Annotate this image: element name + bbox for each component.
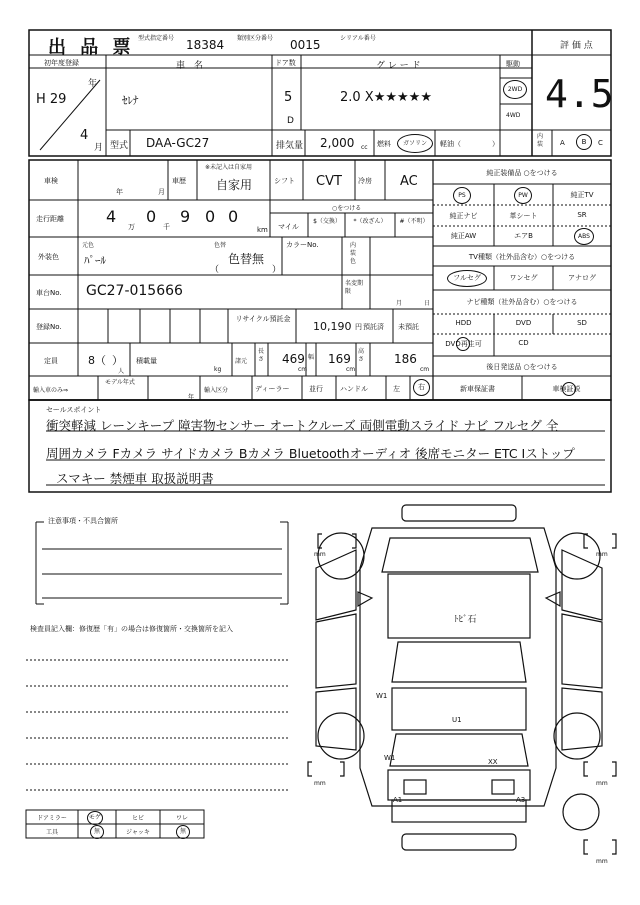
length-label: 長さ [258,348,265,363]
import-type-label: 輸入区分 [204,387,229,394]
name-change-label: 名変期限 [345,280,364,295]
car-diagram [316,505,602,850]
interior-a: A [560,139,565,147]
mileage-digit-2: 0 [146,207,157,226]
mm-label-1: mm [314,551,326,558]
mile-label: マイル [278,223,299,231]
month-unit: 月 [94,143,104,153]
grade: 2.0 X★★★★★ [340,90,432,105]
width-label: 幅 [308,354,315,361]
type-approval-label: 型式指定番号 [138,35,175,42]
door-type: D [287,116,294,126]
length: 469 [282,352,305,366]
width: 169 [328,352,351,366]
navi-label: ナビ種類（社外品含む）○をつける [466,298,578,306]
altered-label: *（改ざん） [353,218,387,225]
unrecorded-note: ※未記入は自家用 [205,164,253,171]
drive-4wd: 4WD [506,112,521,119]
recycle-unpaid: 未預託 [398,323,419,331]
equip-navi: 純正ナビ [449,212,478,220]
length-cm: cm [298,366,308,373]
mark-a1: A1 [393,796,403,804]
handle-label: ハンドル [340,385,368,393]
car-name: ｾﾚﾅ [122,94,139,107]
fuel-gasoline: ガソリン [397,134,433,153]
recycle-paid: 預託済 [363,323,384,331]
dealer: ディーラー [255,385,290,393]
import-year-unit: 年 [188,394,195,401]
color-no-label: カラーNo. [286,241,319,249]
interior-b: B [576,134,592,150]
grade-label: グ レ ー ド [376,61,421,71]
equip-aw: 純正AW [450,232,477,240]
equip-pw: PW [514,187,532,204]
height-label: 高さ [358,348,365,363]
mark-stone-chip: ﾄﾋﾞ石 [454,615,477,625]
model-label: 型式 [110,141,129,151]
dims-label: 諸元 [235,358,248,365]
mileage-digit-3: 9 [180,207,191,226]
interior-color-label: 内装色 [350,242,357,265]
sales-line-3: スマキー 禁煙車 取扱説明書 [56,471,214,486]
serial-label: シリアル番号 [340,35,376,42]
right-hand: 右 [413,379,430,396]
sales-line-2: 周囲カメラ Fカメラ サイドカメラ Bカメラ Bluetoothオーディオ 後席モニター ETC Iストップ [46,446,575,461]
model: DAA-GC27 [146,136,210,150]
drive-label: 駆動 [506,60,520,68]
height: 186 [394,352,417,366]
import-label: 輸入車のみ⇒ [33,387,69,394]
tools-label: 工具 [45,829,58,836]
equip-airbag: エアB [514,232,533,240]
orig-color: ﾊﾟｰﾙ [84,254,106,267]
ac-label: 冷房 [358,177,372,185]
km-unit: km [257,226,268,234]
drive-2wd: 2WD [503,80,527,99]
repaint-label: 色替 [214,242,227,249]
displacement-label: 排気量 [276,141,304,151]
sheet-title: 出 品 票 [48,37,135,58]
height-cm: cm [420,366,430,373]
sales-line-1: 衝突軽減 レーンキープ 障害物センサー オートクルーズ 両側電動スライド ナビ フルセグ 全 [46,418,559,433]
class-no: 0015 [290,38,321,52]
light-oil-label: 軽油（ [440,140,461,148]
inspector-label: 検査員記入欄：修復歴「有」の場合は修復箇所・交換箇所を記入 [30,625,233,633]
width-cm: cm [346,366,356,373]
later-warranty: 新車保証書 [460,385,495,393]
jack-value: 無 [176,825,190,839]
mileage-digit-1: 4 [106,207,117,226]
sen-unit: 千 [163,223,170,231]
equip-leather: 革シート [509,212,538,220]
navi-hdd: HDD [455,319,472,327]
mm-label-2: mm [596,551,608,558]
person-unit: 人 [118,368,125,375]
tv-label: TV種類（社外品含む）○をつける [468,253,576,261]
class-label: 類別区分番号 [237,35,274,42]
repaint-open: （ [210,265,220,275]
mark-a3: A3 [516,796,526,804]
model-year-label: モデル年式 [105,379,135,386]
history-label: 車歴 [172,177,186,185]
left-hand: 左 [393,385,400,393]
first-reg-month: 4 [80,128,89,143]
jack-label: ジャッキ [126,829,150,836]
displacement: 2,000 [320,136,355,150]
recycle-label: リサイクル預託金 [235,315,291,323]
crack-label: ヒビ [131,815,144,822]
mileage-digit-5: 0 [228,207,239,226]
first-reg-year: H 29 [36,92,67,107]
mm-label-5: mm [596,858,608,865]
capacity-label: 定員 [44,357,58,365]
mm-label-3: mm [314,780,326,787]
tv-analog: アナログ [568,274,596,282]
reg-no-label: 登録No. [36,323,62,331]
capacity-close: ） [112,354,123,367]
check-note: ○をつける [332,205,362,212]
mirror-label: ドアミラー [37,815,67,822]
equip-ps: PS [453,187,471,204]
inspection-label: 車検 [44,177,58,185]
name-change-month: 月 [396,300,403,307]
unknown-label: #（不明） [399,218,429,225]
navi-dvd-play-circle [456,337,470,351]
man-unit: 万 [128,223,135,231]
later-label: 後日発送品 ○をつける [486,363,558,371]
swap-label: $（交換） [313,218,341,225]
equip-abs: ABS [574,228,594,245]
navi-dvd-play: DVD再生可 [445,340,482,348]
repaint-close: ） [272,265,282,275]
parallel: 並行 [309,385,323,393]
fuel-label: 燃料 [377,140,391,148]
repaint: 色替無 [228,252,265,266]
genuine-label: 純正装備品 ○をつける [486,169,558,177]
chassis-label: 車台No. [36,289,62,297]
car-name-label: 車 名 [176,61,204,71]
tools-value: 無 [90,825,104,839]
first-reg-label: 初年度登録 [44,59,79,67]
mark-u1: U1 [452,716,462,724]
doors: 5 [284,90,293,105]
later-certificate: 車検証説 [552,385,581,393]
capacity: 8（ [88,354,106,367]
equip-tv: 純正TV [570,191,594,199]
navi-sd: SD [577,319,587,327]
mirror-value: モゲ [87,811,103,825]
navi-dvd: DVD [515,319,532,327]
interior-label: 内装 [537,133,544,148]
mark-xx: XX [488,758,498,766]
rating-value: 4.5 [545,72,614,116]
displacement-unit: cc [361,144,368,151]
ac: AC [400,174,418,189]
shift: CVT [316,174,342,189]
load-label: 積載量 [136,357,157,365]
break-label: ワレ [175,815,188,822]
tv-fullseg: フルセグ [447,270,487,287]
doors-label: ドア数 [275,59,296,67]
type-approval-no: 18384 [186,38,225,52]
tv-oneseg: ワンセグ [509,274,538,282]
equip-sr: SR [577,211,587,219]
later-certificate-circle [562,382,576,396]
orig-color-label: 元色 [82,242,95,249]
kg-unit: kg [214,366,222,373]
name-change-day: 日 [424,300,431,307]
mark-w1-left: W1 [376,692,388,700]
inspection-month-unit: 月 [158,188,165,196]
mm-label-4: mm [596,780,608,787]
history: 自家用 [216,178,253,192]
chassis: GC27-015666 [86,283,183,299]
navi-cd: CD [518,339,529,347]
light-oil-close: ） [492,140,499,148]
color-label: 外装色 [38,253,59,261]
recycle-amount: 10,190 [313,320,352,333]
mileage-label: 走行距離 [36,215,64,223]
caution-label: 注意事項・不具合箇所 [48,517,118,525]
recycle-unit: 円 [355,323,362,331]
inspection-year-unit: 年 [116,188,123,196]
year-unit: 年 [88,79,98,89]
interior-c: C [598,139,603,147]
sales-label: セールスポイント [46,406,102,414]
mark-w1-rear: W1 [384,754,396,762]
mileage-digit-4: 0 [205,207,216,226]
shift-label: シフト [274,177,295,185]
rating-label: 評 価 点 [560,41,593,51]
